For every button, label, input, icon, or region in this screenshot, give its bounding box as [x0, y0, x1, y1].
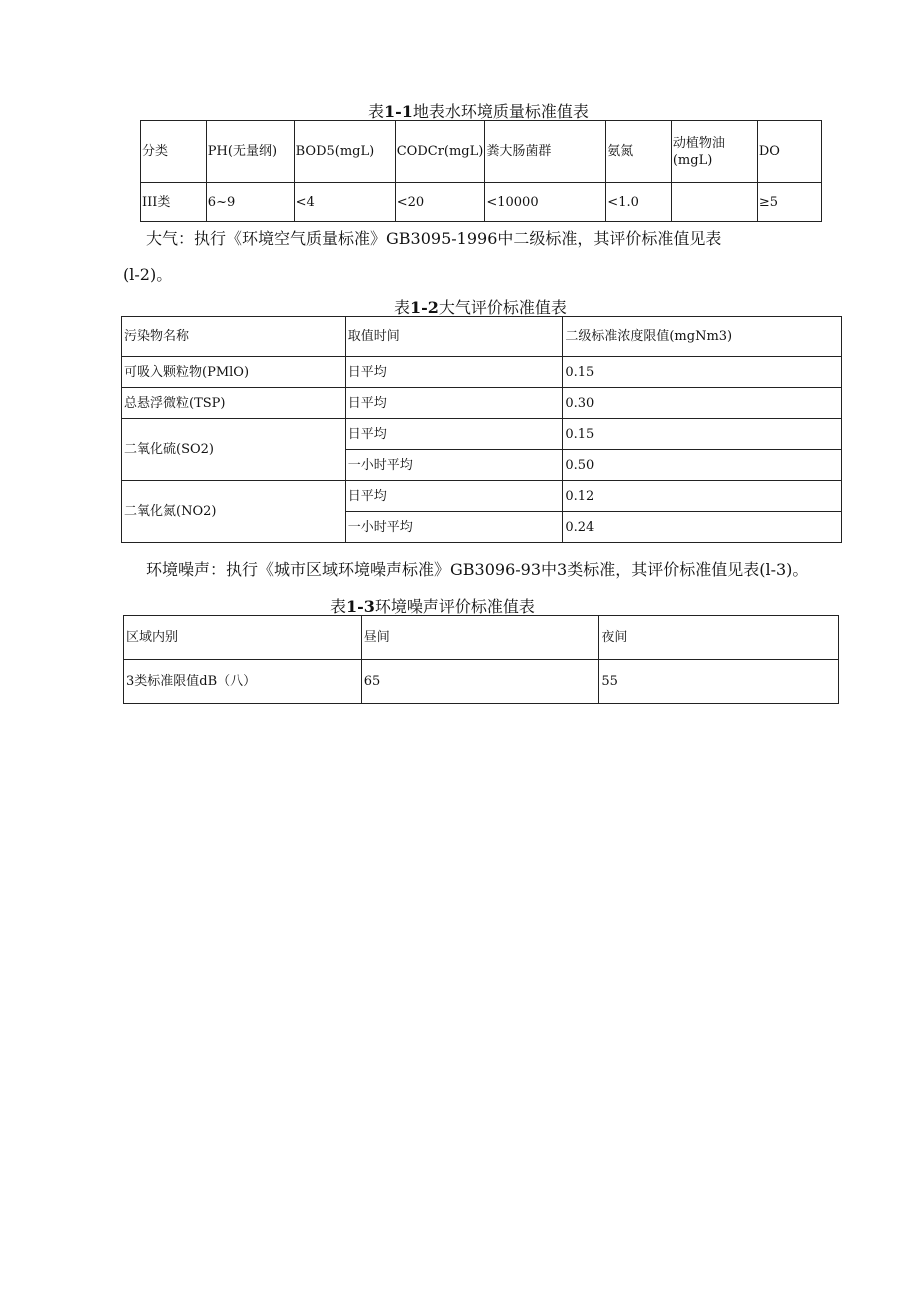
- table-row: [124, 660, 839, 704]
- table-row: [122, 419, 842, 450]
- table-row: [122, 357, 842, 388]
- pollutant-name-cell: 二氧化硫(SO2): [122, 419, 346, 481]
- header-cell: 分类: [141, 121, 207, 183]
- noise-standard-paragraph: 环境噪声：执行《城市区域环境噪声标准》GB3096-93中3类标准，其评价标准值见表(l-3)。: [146, 560, 809, 579]
- air-standard-table: [121, 316, 842, 543]
- table3-caption: 表1-3环境噪声评价标准值表: [330, 597, 535, 616]
- table-cell: <1.0: [606, 183, 672, 222]
- header-cell: 污染物名称: [122, 317, 346, 357]
- header-cell: 粪大肠菌群: [485, 121, 606, 183]
- limit-value-cell: 0.30: [563, 388, 842, 419]
- table1-caption: 表1-1地表水环境质量标准值表: [368, 102, 589, 121]
- pollutant-name-cell: 可吸入颗粒物(PMlO): [122, 357, 346, 388]
- pollutant-name-cell: 总悬浮微粒(TSP): [122, 388, 346, 419]
- table-row: [141, 183, 822, 222]
- header-cell: PH(无量纲): [206, 121, 294, 183]
- header-cell: 动植物油(mgL): [671, 121, 757, 183]
- header-cell: BOD5(mgL): [294, 121, 395, 183]
- noise-standard-table: [123, 615, 839, 704]
- header-cell: 氨氮: [606, 121, 672, 183]
- time-cell: 日平均: [345, 388, 563, 419]
- table-cell: <4: [294, 183, 395, 222]
- header-cell: DO: [757, 121, 821, 183]
- table-cell: ≥5: [757, 183, 821, 222]
- table2-caption: 表1-2大气评价标准值表: [394, 298, 567, 317]
- limit-value-cell: 0.12: [563, 481, 842, 512]
- header-cell: 昼间: [361, 616, 599, 660]
- time-cell: 一小时平均: [345, 450, 563, 481]
- table-cell: III类: [141, 183, 207, 222]
- surface-water-standard-table: [140, 120, 822, 222]
- header-cell: 区域内别: [124, 616, 362, 660]
- time-cell: 日平均: [345, 481, 563, 512]
- header-cell: CODCr(mgL): [395, 121, 485, 183]
- time-cell: 日平均: [345, 419, 563, 450]
- air-standard-paragraph-line1: 大气：执行《环境空气质量标准》GB3095-1996中二级标准，其评价标准值见表: [146, 229, 722, 248]
- time-cell: 日平均: [345, 357, 563, 388]
- time-cell: 一小时平均: [345, 512, 563, 543]
- table-header-row: [141, 121, 822, 183]
- header-cell: 夜间: [599, 616, 839, 660]
- table-cell: 55: [599, 660, 839, 704]
- table-cell: 6~9: [206, 183, 294, 222]
- table-cell: 65: [361, 660, 599, 704]
- table-row: [122, 481, 842, 512]
- table-cell: 3类标准限值dB（八）: [124, 660, 362, 704]
- limit-value-cell: 0.15: [563, 357, 842, 388]
- header-cell: 取值时间: [345, 317, 563, 357]
- table-header-row: [124, 616, 839, 660]
- air-standard-paragraph-line2: (l-2)。: [123, 265, 173, 284]
- table-header-row: [122, 317, 842, 357]
- limit-value-cell: 0.15: [563, 419, 842, 450]
- table-cell: <10000: [485, 183, 606, 222]
- limit-value-cell: 0.24: [563, 512, 842, 543]
- table-cell: [671, 183, 757, 222]
- table-cell: <20: [395, 183, 485, 222]
- table-row: [122, 388, 842, 419]
- pollutant-name-cell: 二氧化氮(NO2): [122, 481, 346, 543]
- limit-value-cell: 0.50: [563, 450, 842, 481]
- header-cell: 二级标准浓度限值(mgNm3): [563, 317, 842, 357]
